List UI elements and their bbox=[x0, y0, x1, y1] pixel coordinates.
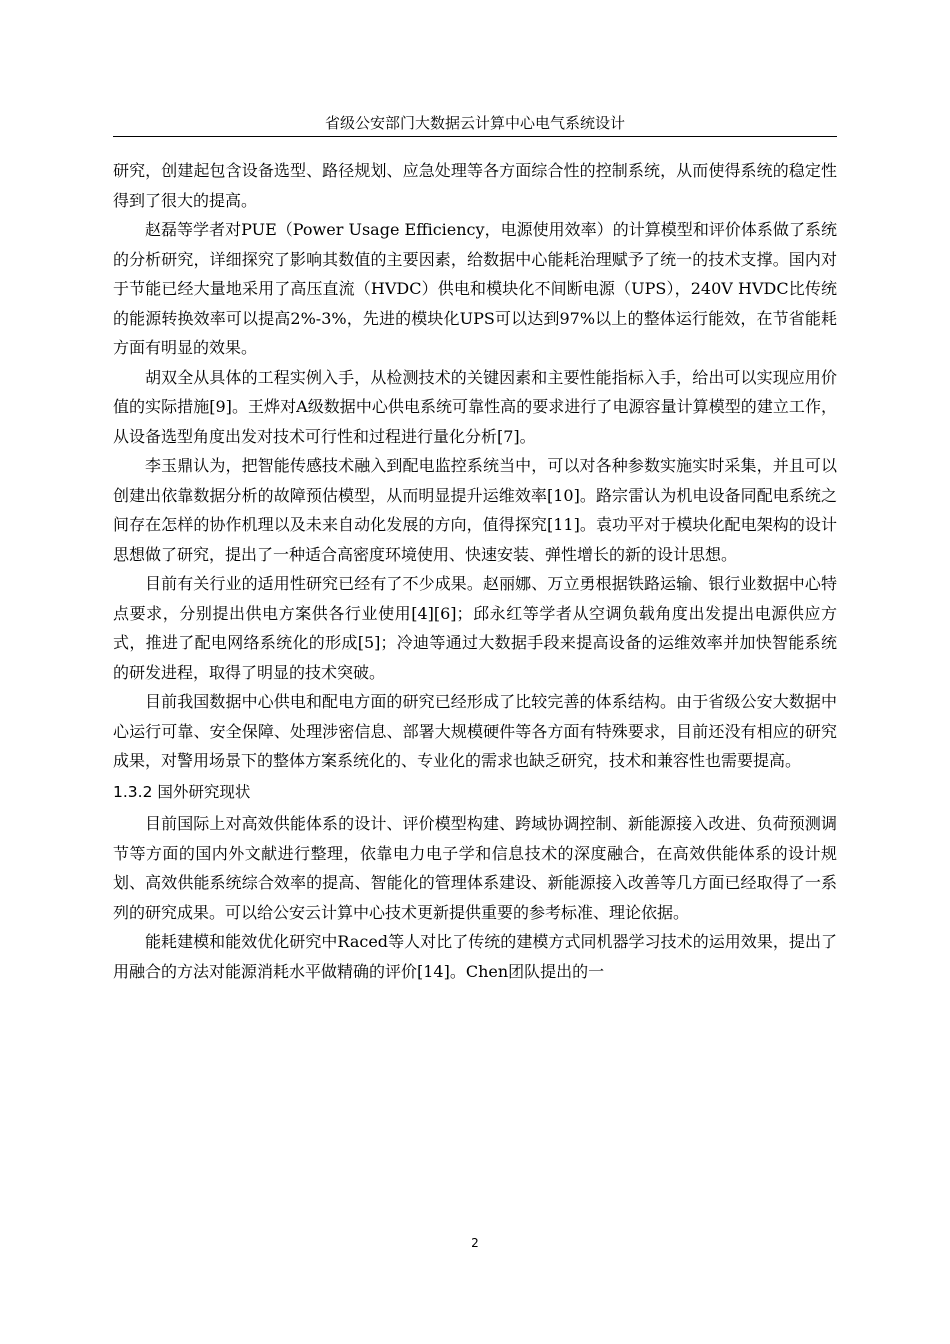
paragraph: 李玉鼎认为，把智能传感技术融入到配电监控系统当中，可以对各种参数实施实时采集，并且可以创建出依靠数据分析的故障预估模型，从而明显提升运维效率[10]。路宗雷认为机电设备同配电系统之间存在怎样的协作机理以及未来自动化发展的方向，值得探究[11]。袁功平对于模块化配电架构的设计思想做了研究，提出了一种适合高密度环境使用、快速安装、弹性增长的新的设计思想。 bbox=[113, 456, 837, 564]
body-text bbox=[113, 156, 837, 986]
paragraph: 目前我国数据中心供电和配电方面的研究已经形成了比较完善的体系结构。由于省级公安大数据中心运行可靠、安全保障、处理涉密信息、部署大规模硬件等各方面有特殊要求，目前还没有相应的研究成果，对警用场景下的整体方案系统化的、专业化的需求也缺乏研究，技术和兼容性也需要提高。 bbox=[113, 692, 837, 770]
paragraph: 目前国际上对高效供能体系的设计、评价模型构建、跨域协调控制、新能源接入改进、负荷预测调节等方面的国内外文献进行整理，依靠电力电子学和信息技术的深度融合，在高效供能体系的设计规划、高效供能系统综合效率的提高、智能化的管理体系建设、新能源接入改善等几方面已经取得了一系列的研究成果。可以给公安云计算中心技术更新提供重要的参考标准、理论依据。 bbox=[113, 814, 837, 922]
running-header bbox=[113, 114, 837, 137]
running-header-title: 省级公安部门大数据云计算中心电气系统设计 bbox=[324, 114, 625, 132]
paragraph: 研究，创建起包含设备选型、路径规划、应急处理等各方面综合性的控制系统，从而使得系统的稳定性得到了很大的提高。 bbox=[113, 161, 837, 210]
paragraph: 目前有关行业的适用性研究已经有了不少成果。赵丽娜、万立勇根据铁路运输、银行业数据中心特点要求，分别提出供电方案供各行业使用[4][6]；邱永红等学者从空调负载角度出发提出电源供应方式，推进了配电网络系统化的形成[5]；冷迪等通过大数据手段来提高设备的运维效率并加快智能系统的研发进程，取得了明显的技术突破。 bbox=[113, 574, 837, 682]
paragraph: 能耗建模和能效优化研究中Raced等人对比了传统的建模方式同机器学习技术的运用效果，提出了用融合的方法对能源消耗水平做精确的评价[14]。Chen团队提出的一 bbox=[113, 932, 837, 981]
paragraph: 赵磊等学者对PUE（Power Usage Efficiency，电源使用效率）的计算模型和评价体系做了系统的分析研究，详细探究了影响其数值的主要因素，给数据中心能耗治理赋予了统一的技术支撑。国内对于节能已经大量地采用了高压直流（HVDC）供电和模块化不间断电源（UPS），240V HVDC比传统的能源转换效率可以提高2%-3%，先进的模块化UPS可以达到97%以上的整体运行能效，在节省能耗方面有明显的效果。 bbox=[113, 220, 837, 357]
page-number: 2 bbox=[471, 1236, 479, 1250]
paragraph: 胡双全从具体的工程实例入手，从检测技术的关键因素和主要性能指标入手，给出可以实现应用价值的实际措施[9]。王烨对A级数据中心供电系统可靠性高的要求进行了电源容量计算模型的建立工作，从设备选型角度出发对技术可行性和过程进行量化分析[7]。 bbox=[113, 367, 837, 446]
section-heading: 1.3.2 国外研究现状 bbox=[113, 782, 251, 801]
